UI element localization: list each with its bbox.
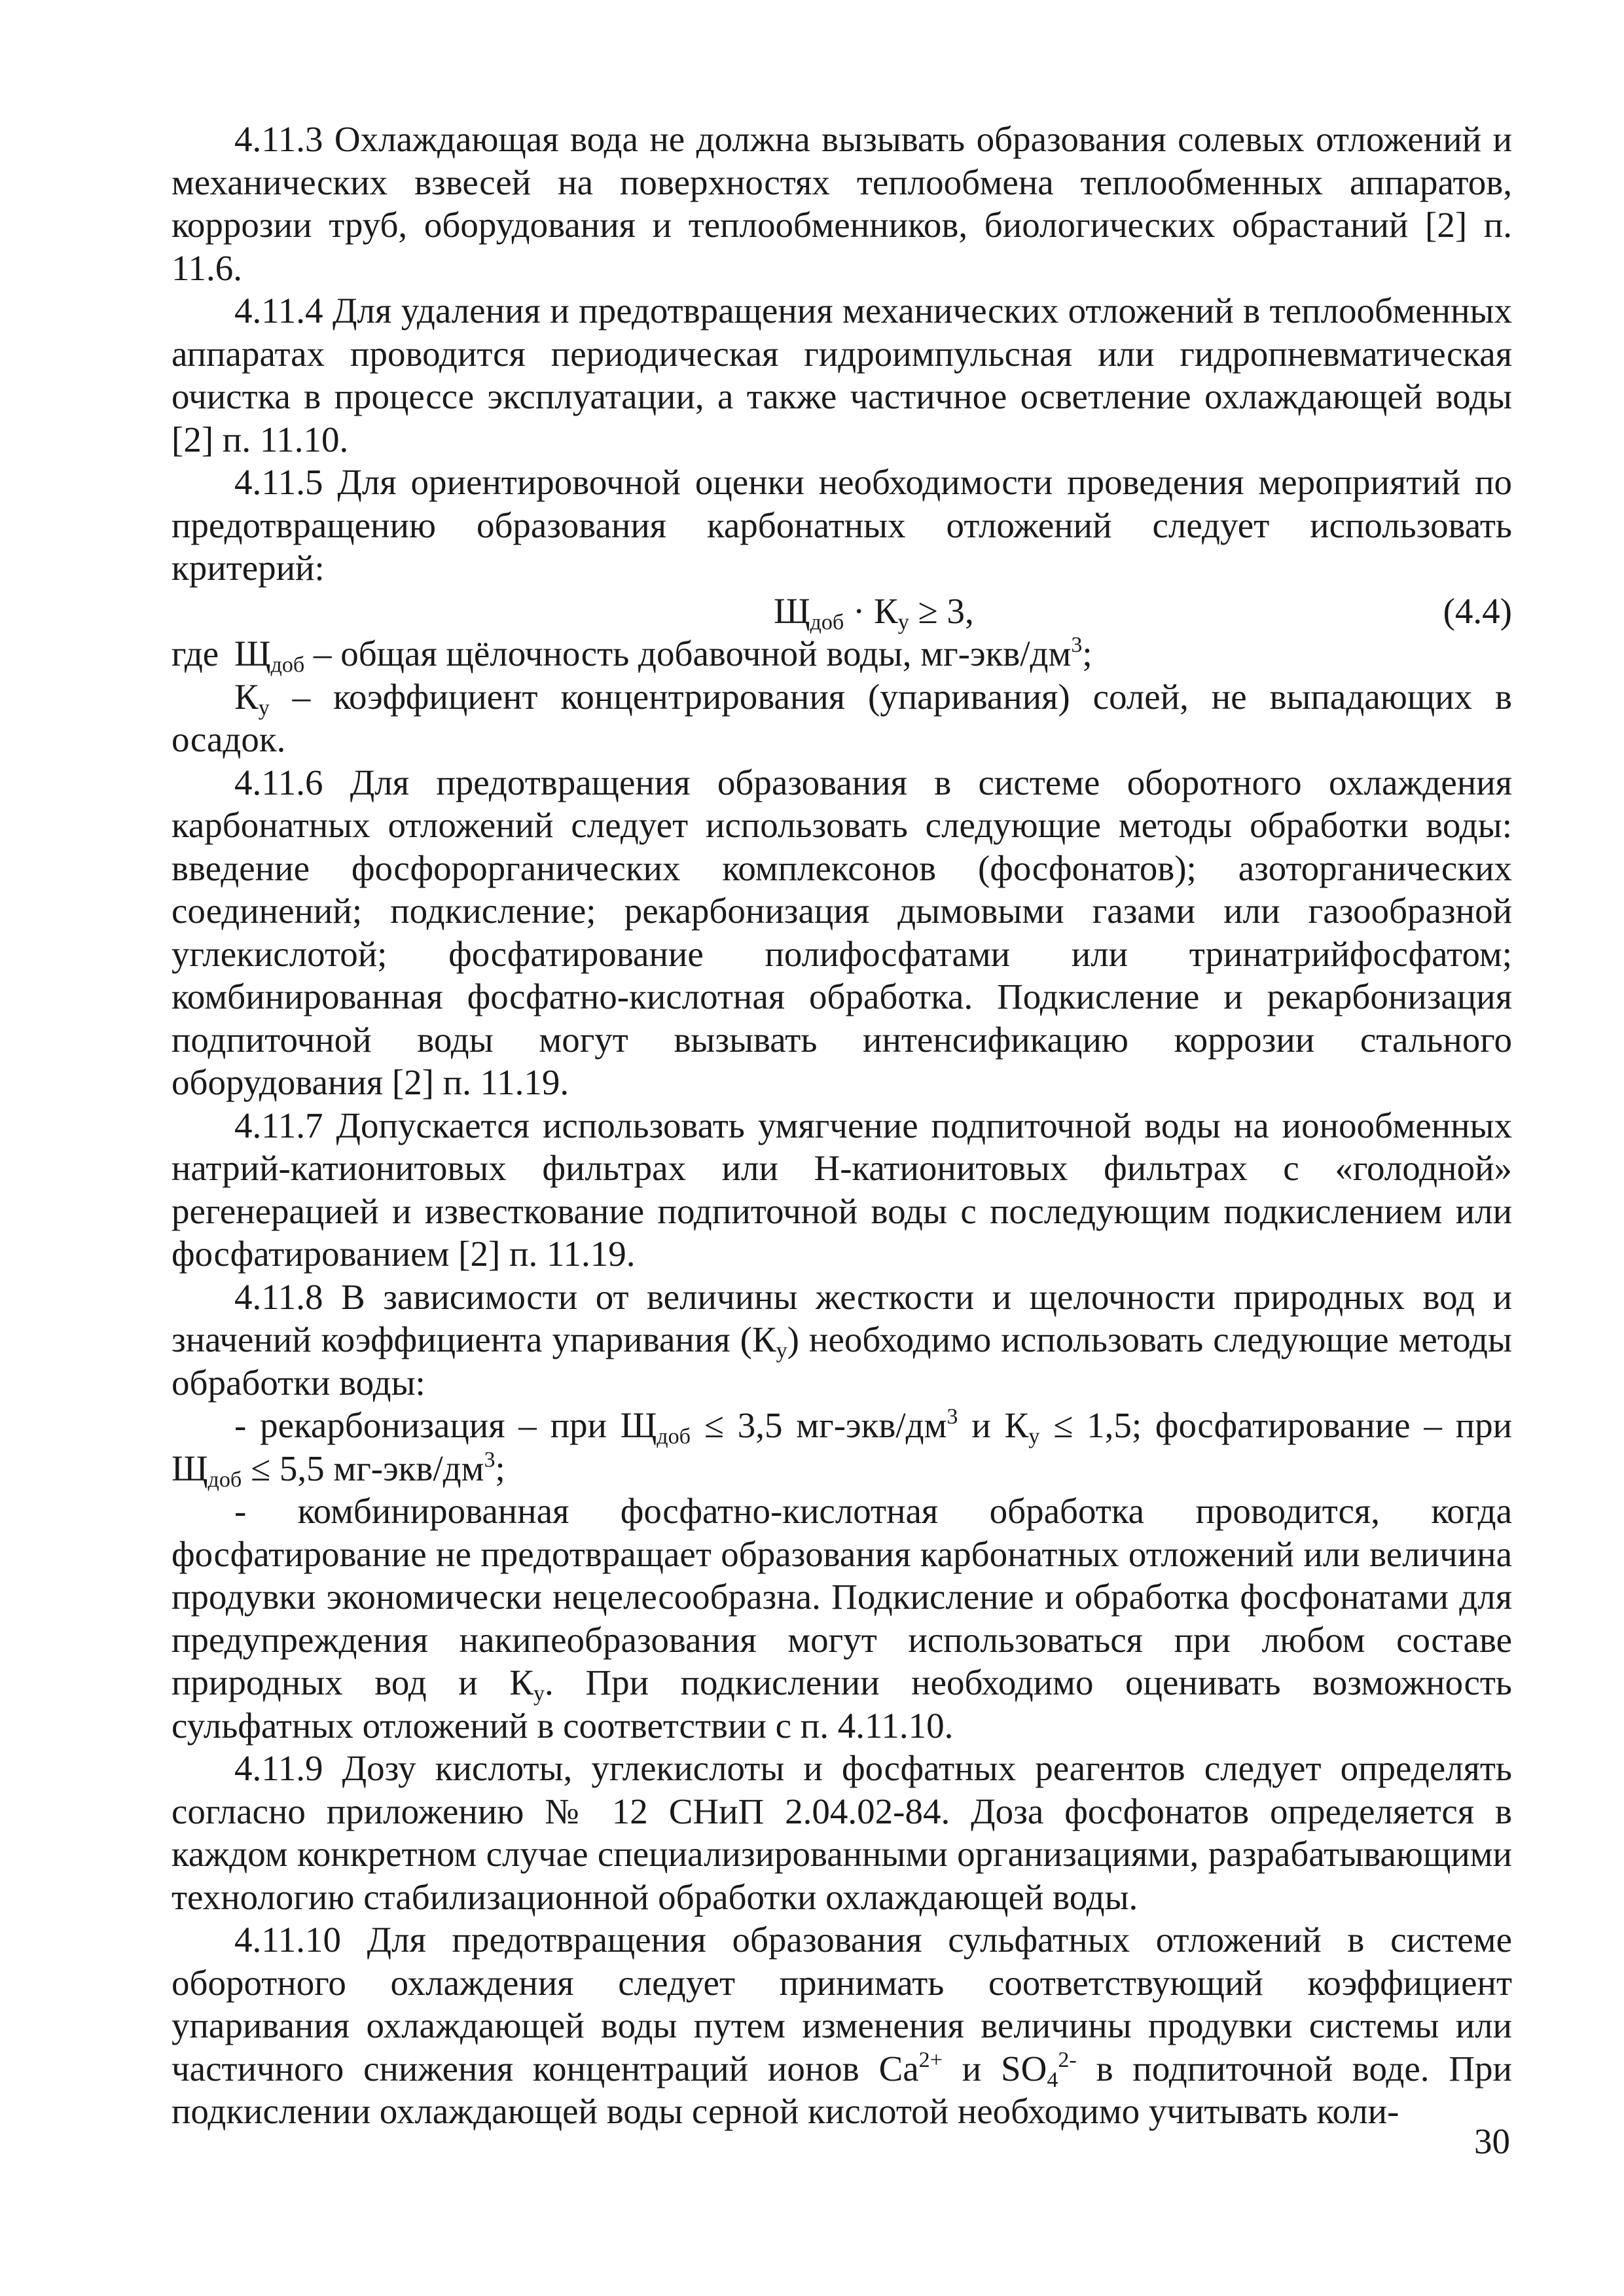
list-item-kombinirovannaya-obrabotka: - комбинированная фосфатно-кислотная обработка проводится, когда фосфатирование не предотвращает образования карбонатных отложений или величина продувки экономически нецелесообразна. Подкисление и обработка фосфонатами для предупреждения накипеобразования могут использоваться при любом составе природных вод и $К_у$. При подкислении необходимо оценивать возможность сульфатных отложений в соответствии с п. 4.11.10. [171,1491,1512,1746]
paragraph-4-11-7: 4.11.7 Допускается использовать умягчение подпиточной воды на ионообменных натрий-катионитовых фильтрах или Н-катионитовых фильтрах с «голодной» регенерацией и известкование подпиточной воды с последующим подкислением или фосфатированием [2] п. 11.19. [171,1105,1512,1274]
document-page [171,118,1512,2133]
paragraph-4-11-6: 4.11.6 Для предотвращения образования в системе оборотного охлаждения карбонатных отложений следует использовать следующие методы обработки воды: введение фосфорорганических комплексонов (фосфонатов); азоторганических соединений; подкисление; рекарбонизация дымовыми газами или газообразной углекислотой; фосфатирование полифосфатами или тринатрийфосфатом; комбинированная фосфатно-кислотная обработка. Подкисление и рекарбонизация подпиточной воды могут вызывать интенсификацию коррозии стального оборудования [2] п. 11.19. [171,762,1512,1102]
paragraph-4-11-4: 4.11.4 Для удаления и предотвращения механических отложений в теплообменных аппаратах проводится периодическая гидроимпульсная или гидропневматическая очистка в процессе эксплуатации, а также частичное осветление охлаждающей воды [2] п. 11.10. [171,291,1512,459]
equation-4-4 [171,590,1512,633]
definition-koefficient: $К_у$ – коэффициент концентрирования (упаривания) солей, не выпадающих в осадок. [171,676,1512,759]
definition-shchelochnost: где $Щ_{доб}$ – общая щёлочность добавочной воды, $мг-экв/дм^3$; [171,632,1092,677]
paragraph-4-11-3: 4.11.3 Охлаждающая вода не должна вызывать образования солевых отложений и механических взвесей на поверхностях теплообмена теплообменных аппаратов, коррозии труб, оборудования и теплообменников, биологических обрастаний [2] п. 11.6. [171,119,1512,288]
equation-formula: $Щ_{доб} \cdot К_у \ge 3$, [774,590,974,635]
list-item-rekarbonizaciya: - рекарбонизация – при $Щ_{доб} \le 3,5$ $мг-экв/дм^3$ и $К_у \le 1,5$; фосфатирование – при $Щ_{доб} \le 5,5$ $мг-экв/дм^3$; [171,1404,1513,1492]
page-number: 30 [1474,2121,1510,2161]
paragraph-4-11-9: 4.11.9 Дозу кислоты, углекислоты и фосфатных реагентов следует определять согласно приложению № 12 СНиП 2.04.02-84. Доза фосфонатов определяется в каждом конкретном случае специализированными организациями, разрабатывающими технологию стабилизационной обработки охлаждающей воды. [171,1748,1512,1917]
equation-number: (4.4) [1443,590,1512,631]
paragraph-4-11-10: 4.11.10 Для предотвращения образования сульфатных отложений в системе оборотного охлаждения следует принимать соответствующий коэффициент упаривания охлаждающей воды путем изменения величины продувки системы или частичного снижения концентраций ионов $Ca^{2+}$ и $SO_4^{2-}$ в подпиточной воде. При подкислении охлаждающей воды серной кислотой необходимо учитывать коли- [171,1920,1512,2131]
paragraph-4-11-5: 4.11.5 Для ориентировочной оценки необходимости проведения мероприятий по предотвращению образования карбонатных отложений следует использовать критерий: [171,462,1512,588]
paragraph-4-11-8: 4.11.8 В зависимости от величины жесткости и щелочности природных вод и значений коэффициента упаривания $(К_у)$ необходимо использовать следующие методы обработки воды: [171,1276,1512,1403]
